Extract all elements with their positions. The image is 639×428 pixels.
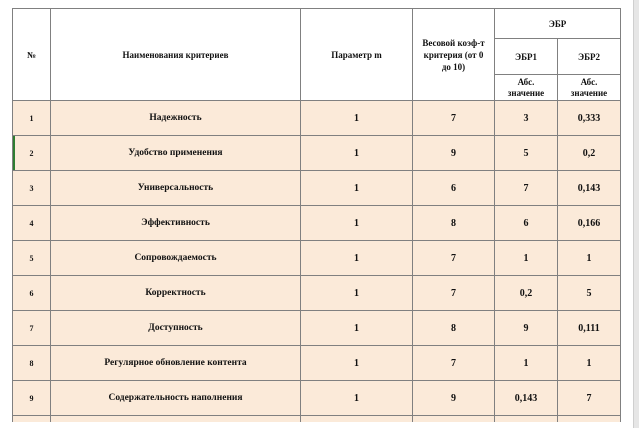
cell-param[interactable]: 1 — [301, 206, 413, 241]
cell-ebr2[interactable]: 0,333 — [558, 101, 621, 136]
criteria-table — [12, 8, 621, 422]
cell-ebr1[interactable]: 7 — [495, 171, 558, 206]
header-abs-value-1-text: Абс. значение — [507, 76, 545, 98]
cell-name[interactable]: Корректность — [51, 276, 301, 311]
cell-empty[interactable] — [51, 416, 301, 423]
table-row-partial — [13, 416, 621, 423]
cell-ebr2[interactable]: 0,166 — [558, 206, 621, 241]
cell-weight[interactable]: 9 — [413, 381, 495, 416]
cell-ebr2[interactable]: 7 — [558, 381, 621, 416]
cell-weight[interactable]: 6 — [413, 171, 495, 206]
cell-name[interactable]: Удобство применения — [51, 136, 301, 171]
cell-name[interactable]: Сопровождаемость — [51, 241, 301, 276]
cell-weight[interactable]: 7 — [413, 101, 495, 136]
cell-empty[interactable] — [495, 416, 558, 423]
cell-ebr1[interactable]: 9 — [495, 311, 558, 346]
cell-param[interactable]: 1 — [301, 346, 413, 381]
cell-num[interactable]: 1 — [13, 101, 51, 136]
cell-ebr1[interactable]: 0,2 — [495, 276, 558, 311]
cell-empty[interactable] — [13, 416, 51, 423]
cell-ebr2[interactable]: 5 — [558, 276, 621, 311]
cell-ebr2[interactable]: 1 — [558, 241, 621, 276]
cell-weight[interactable]: 7 — [413, 346, 495, 381]
cell-num[interactable]: 9 — [13, 381, 51, 416]
cell-ebr2[interactable]: 0,143 — [558, 171, 621, 206]
cell-param[interactable]: 1 — [301, 241, 413, 276]
header-row-top — [13, 9, 621, 39]
header-abs-value-1[interactable] — [495, 75, 558, 101]
cell-ebr1[interactable]: 3 — [495, 101, 558, 136]
table-row — [13, 381, 621, 416]
header-weight-text: Весовой коэф-т критерия (от 0 до 10) — [422, 37, 485, 72]
cell-param[interactable]: 1 — [301, 101, 413, 136]
table-row — [13, 346, 621, 381]
header-param-m[interactable] — [301, 9, 413, 101]
vertical-scrollbar[interactable] — [633, 0, 639, 428]
cell-ebr2[interactable]: 0,2 — [558, 136, 621, 171]
cell-ebr1[interactable]: 5 — [495, 136, 558, 171]
header-param-m-text: Параметр m — [331, 49, 382, 60]
cell-name[interactable]: Эффективность — [51, 206, 301, 241]
cell-ebr2[interactable]: 0,111 — [558, 311, 621, 346]
table-row — [13, 276, 621, 311]
cell-ebr1[interactable]: 1 — [495, 346, 558, 381]
cell-param[interactable]: 1 — [301, 276, 413, 311]
cell-param[interactable]: 1 — [301, 381, 413, 416]
cell-ebr1[interactable]: 1 — [495, 241, 558, 276]
cell-empty[interactable] — [558, 416, 621, 423]
cell-num[interactable]: 8 — [13, 346, 51, 381]
header-ebr[interactable]: ЭБР — [495, 9, 621, 39]
header-num[interactable]: № — [13, 9, 51, 101]
table-row — [13, 136, 621, 171]
table-row — [13, 171, 621, 206]
table-row — [13, 311, 621, 346]
header-weight[interactable] — [413, 9, 495, 101]
cell-weight[interactable]: 8 — [413, 206, 495, 241]
cell-empty[interactable] — [413, 416, 495, 423]
cell-param[interactable]: 1 — [301, 136, 413, 171]
cell-name[interactable]: Надежность — [51, 101, 301, 136]
header-abs-value-2-text: Абс. значение — [570, 76, 608, 98]
cell-weight[interactable]: 8 — [413, 311, 495, 346]
cell-num[interactable]: 3 — [13, 171, 51, 206]
cell-name[interactable]: Регулярное обновление контента — [51, 346, 301, 381]
cell-weight[interactable]: 7 — [413, 241, 495, 276]
table-row — [13, 206, 621, 241]
header-ebr1[interactable]: ЭБР1 — [495, 39, 558, 75]
cell-num[interactable]: 5 — [13, 241, 51, 276]
cell-param[interactable]: 1 — [301, 311, 413, 346]
cell-weight[interactable]: 9 — [413, 136, 495, 171]
cell-empty[interactable] — [301, 416, 413, 423]
cell-name[interactable]: Содержательность наполнения — [51, 381, 301, 416]
cell-param[interactable]: 1 — [301, 171, 413, 206]
cell-num[interactable]: 7 — [13, 311, 51, 346]
cell-num[interactable]: 4 — [13, 206, 51, 241]
header-ebr2[interactable]: ЭБР2 — [558, 39, 621, 75]
cell-ebr1[interactable]: 0,143 — [495, 381, 558, 416]
header-criteria-name[interactable] — [51, 9, 301, 101]
header-criteria-name-text: Наименования критериев — [122, 49, 229, 60]
cell-num[interactable]: 2 — [13, 136, 51, 171]
cell-name[interactable]: Универсальность — [51, 171, 301, 206]
cell-weight[interactable]: 7 — [413, 276, 495, 311]
cell-ebr2[interactable]: 1 — [558, 346, 621, 381]
cell-num[interactable]: 6 — [13, 276, 51, 311]
cell-ebr1[interactable]: 6 — [495, 206, 558, 241]
header-abs-value-2[interactable] — [558, 75, 621, 101]
table-row — [13, 241, 621, 276]
table-row — [13, 101, 621, 136]
cell-name[interactable]: Доступность — [51, 311, 301, 346]
